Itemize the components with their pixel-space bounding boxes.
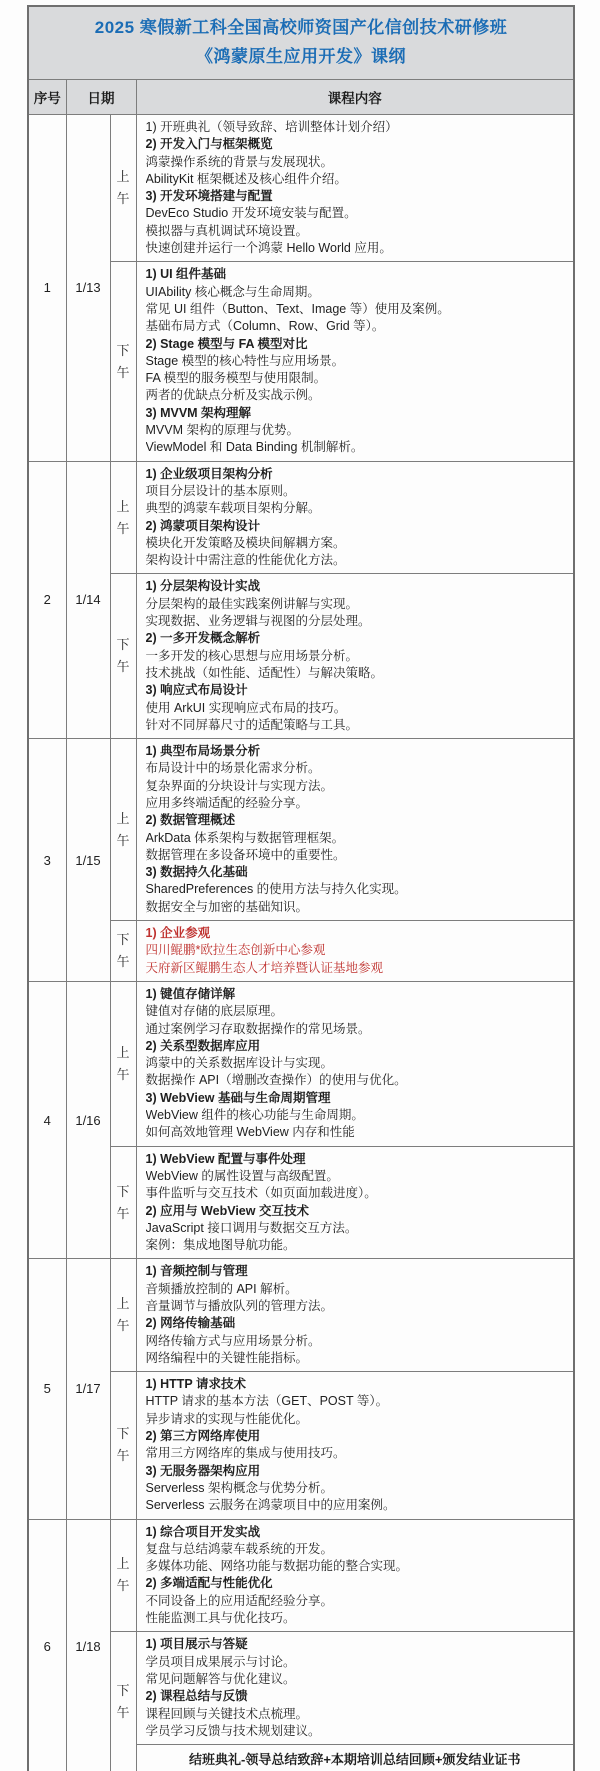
course-detail: 快速创建并运行一个鸿蒙 Hello World 应用。 xyxy=(145,241,392,256)
course-detail: MVVM 架构的原理与优势。 xyxy=(145,423,299,438)
course-detail: 网络编程中的关键性能指标。 xyxy=(145,1350,309,1365)
course-detail: 音频播放控制的 API 解析。 xyxy=(145,1281,298,1296)
column-header-row xyxy=(28,80,574,115)
course-detail: 模块化开发策略及模块间解耦方案。 xyxy=(145,535,346,550)
session-label-morning: 上 午 xyxy=(110,461,136,574)
course-detail: 音量调节与播放队列的管理方法。 xyxy=(145,1299,334,1313)
course-detail: 数据安全与加密的基础知识。 xyxy=(145,899,309,914)
course-detail: 网络传输方式与应用场景分析。 xyxy=(145,1333,321,1348)
day-5-morning-row xyxy=(28,1259,574,1372)
course-detail: 学员学习反馈与技术规划建议。 xyxy=(145,1723,321,1738)
session-content xyxy=(136,981,574,1146)
course-topic: 1) 典型布局场景分析 xyxy=(145,744,261,759)
session-label-afternoon: 下 午 xyxy=(110,574,136,739)
day-2-afternoon-row xyxy=(28,574,574,739)
course-detail: 键值对存储的底层原理。 xyxy=(145,1004,284,1019)
session-content xyxy=(136,921,574,982)
day-4-morning-row xyxy=(28,981,574,1146)
session-label-morning: 上 午 xyxy=(110,115,136,262)
course-topic: 1) UI 组件基础 xyxy=(145,267,227,282)
session-label-morning: 上 午 xyxy=(110,1519,136,1632)
day-date: 1/15 xyxy=(66,739,110,982)
course-detail: 性能监测工具与优化技巧。 xyxy=(145,1611,296,1626)
course-detail: 典型的鸿蒙车载项目架构分解。 xyxy=(145,501,321,516)
session-label-morning: 上 午 xyxy=(110,1259,136,1372)
session-content xyxy=(136,1259,574,1372)
col-header-content: 课程内容 xyxy=(136,80,574,115)
session-label-afternoon: 下 午 xyxy=(110,262,136,461)
course-detail: 鸿蒙中的关系数据库设计与实现。 xyxy=(145,1056,334,1071)
course-detail: 技术挑战（如性能、适配性）与解决策略。 xyxy=(145,665,384,680)
session-content xyxy=(136,115,574,262)
session-content xyxy=(136,262,574,461)
course-topic: 2) 课程总结与反馈 xyxy=(145,1689,248,1704)
session-label-afternoon: 下 午 xyxy=(110,1632,136,1771)
closing-ceremony-text: 结班典礼-领导总结致辞+本期培训总结回顾+颁发结业证书 xyxy=(136,1745,574,1771)
course-detail: 鸿蒙操作系统的背景与发展现状。 xyxy=(145,154,334,169)
course-detail: 模拟器与真机调试环境设置。 xyxy=(145,223,309,238)
course-topic: 1) 音频控制与管理 xyxy=(145,1264,248,1279)
course-detail: 架构设计中需注意的性能优化方法。 xyxy=(145,553,346,568)
course-detail: 常见问题解答与优化建议。 xyxy=(145,1671,296,1686)
day-1-afternoon-row xyxy=(28,262,574,461)
course-detail: 四川鲲鹏*欧拉生态创新中心参观 xyxy=(145,943,326,958)
course-detail: 常用三方网络库的集成与使用技巧。 xyxy=(145,1446,346,1461)
course-topic: 3) 开发环境搭建与配置 xyxy=(145,189,273,204)
course-detail: 复盘与总结鸿蒙车载系统的开发。 xyxy=(145,1541,334,1556)
course-topic: 2) 多端适配与性能优化 xyxy=(145,1576,273,1591)
course-detail: Serverless 云服务在鸿蒙项目中的应用案例。 xyxy=(145,1498,396,1513)
day-6-afternoon-row xyxy=(28,1632,574,1745)
course-detail: 分层架构的最佳实践案例讲解与实现。 xyxy=(145,596,359,611)
course-detail: 多媒体功能、网络功能与数据功能的整合实现。 xyxy=(145,1559,409,1574)
course-detail: AbilityKit 框架概述及核心组件介绍。 xyxy=(145,171,347,186)
course-detail: 如何高效地管理 WebView 内存和性能 xyxy=(145,1125,355,1140)
course-detail: ViewModel 和 Data Binding 机制解析。 xyxy=(145,440,364,455)
day-1-morning-row xyxy=(28,115,574,262)
course-topic: 1) WebView 配置与事件处理 xyxy=(145,1151,306,1166)
course-detail: 布局设计中的场景化需求分析。 xyxy=(145,761,321,776)
course-detail: DevEco Studio 开发环境安装与配置。 xyxy=(145,206,357,221)
course-detail: 学员项目成果展示与讨论。 xyxy=(145,1654,296,1669)
day-date: 1/16 xyxy=(66,981,110,1258)
session-content xyxy=(136,1632,574,1745)
syllabus-table xyxy=(27,5,575,1771)
course-detail: 实现数据、业务逻辑与视图的分层处理。 xyxy=(145,614,371,629)
col-header-date: 日期 xyxy=(66,80,136,115)
day-date: 1/18 xyxy=(66,1519,110,1771)
course-detail: 一多开发的核心思想与应用场景分析。 xyxy=(145,648,359,663)
course-topic: 3) WebView 基础与生命周期管理 xyxy=(145,1090,331,1105)
day-index: 3 xyxy=(28,739,66,982)
course-detail: 不同设备上的应用适配经验分享。 xyxy=(145,1593,334,1608)
course-detail: 案例：集成地图导航功能。 xyxy=(145,1238,296,1253)
session-content xyxy=(136,574,574,739)
course-detail: 复杂界面的分块设计与实现方法。 xyxy=(145,778,334,793)
session-content xyxy=(136,1372,574,1519)
course-topic: 2) 应用与 WebView 交互技术 xyxy=(145,1203,309,1218)
day-index: 2 xyxy=(28,461,66,738)
course-detail: FA 模型的服务模型与使用限制。 xyxy=(145,371,327,386)
course-topic: 2) 开发入门与框架概览 xyxy=(145,137,273,152)
course-detail: HTTP 请求的基本方法（GET、POST 等）。 xyxy=(145,1394,389,1409)
course-detail: Stage 模型的核心特性与应用场景。 xyxy=(145,353,345,368)
course-topic: 1) 综合项目开发实战 xyxy=(145,1524,261,1539)
course-topic: 2) Stage 模型与 FA 模型对比 xyxy=(145,336,308,351)
title-line-1: 2025 寒假新工科全国高校师资国产化信创技术研修班 xyxy=(94,18,508,37)
course-detail: 使用 ArkUI 实现响应式布局的技巧。 xyxy=(145,700,347,715)
course-detail: SharedPreferences 的使用方法与持久化实现。 xyxy=(145,882,407,897)
course-detail: 常见 UI 组件（Button、Text、Image 等）使用及案例。 xyxy=(145,301,450,316)
session-content xyxy=(136,739,574,921)
course-topic: 3) MVVM 架构理解 xyxy=(145,405,252,420)
day-date: 1/13 xyxy=(66,115,110,462)
session-label-morning: 上 午 xyxy=(110,981,136,1146)
day-index: 6 xyxy=(28,1519,66,1771)
day-date: 1/14 xyxy=(66,461,110,738)
session-content xyxy=(136,1146,574,1259)
course-detail: 数据操作 API（增删改查操作）的使用与优化。 xyxy=(145,1073,407,1088)
day-5-afternoon-row xyxy=(28,1372,574,1519)
course-detail: 基础布局方式（Column、Row、Grid 等）。 xyxy=(145,319,385,334)
course-detail: 1) 开班典礼（领导致辞、培训整体计划介绍） xyxy=(145,120,398,134)
course-detail: ArkData 体系架构与数据管理框架。 xyxy=(145,830,345,845)
course-detail: 天府新区鲲鹏生态人才培养暨认证基地参观 xyxy=(145,960,384,975)
course-topic: 3) 响应式布局设计 xyxy=(145,683,248,698)
session-content xyxy=(136,1519,574,1632)
course-detail: WebView 的属性设置与高级配置。 xyxy=(145,1168,339,1183)
day-date: 1/17 xyxy=(66,1259,110,1519)
course-detail: 数据管理在多设备环境中的重要性。 xyxy=(145,847,346,862)
session-label-afternoon: 下 午 xyxy=(110,921,136,982)
course-topic: 1) 键值存储详解 xyxy=(145,986,236,1001)
course-topic: 3) 数据持久化基础 xyxy=(145,865,248,880)
course-detail: 项目分层设计的基本原则。 xyxy=(145,483,296,498)
course-detail: JavaScript 接口调用与数据交互方法。 xyxy=(145,1220,358,1235)
session-content xyxy=(136,461,574,574)
day-3-afternoon-row xyxy=(28,921,574,982)
course-detail: 针对不同屏幕尺寸的适配策略与工具。 xyxy=(145,717,359,732)
course-topic: 1) 项目展示与答疑 xyxy=(145,1637,248,1652)
course-topic: 2) 网络传输基础 xyxy=(145,1316,236,1331)
day-3-morning-row xyxy=(28,739,574,921)
day-4-afternoon-row xyxy=(28,1146,574,1259)
day-index: 1 xyxy=(28,115,66,462)
course-detail: 两者的优缺点分析及实战示例。 xyxy=(145,388,321,403)
course-detail: 异步请求的实现与性能优化。 xyxy=(145,1411,309,1426)
session-label-afternoon: 下 午 xyxy=(110,1146,136,1259)
course-detail: Serverless 架构概念与优势分析。 xyxy=(145,1480,334,1495)
title-row xyxy=(28,6,574,80)
course-topic: 1) 分层架构设计实战 xyxy=(145,579,261,594)
course-detail: 应用多终端适配的经验分享。 xyxy=(145,795,309,810)
course-detail: UIAbility 核心概念与生命周期。 xyxy=(145,284,320,299)
session-label-morning: 上 午 xyxy=(110,739,136,921)
col-header-index: 序号 xyxy=(28,80,66,115)
course-topic: 2) 关系型数据库应用 xyxy=(145,1038,261,1053)
day-2-morning-row xyxy=(28,461,574,574)
title-line-2: 《鸿蒙原生应用开发》课纲 xyxy=(196,47,407,66)
course-topic: 2) 一多开发概念解析 xyxy=(145,631,261,646)
course-topic: 1) 企业级项目架构分析 xyxy=(145,466,273,481)
course-detail: 事件监听与交互技术（如页面加载进度）。 xyxy=(145,1186,377,1201)
course-topic: 3) 无服务器架构应用 xyxy=(145,1463,261,1478)
course-topic: 2) 第三方网络库使用 xyxy=(145,1429,261,1444)
course-topic: 1) 企业参观 xyxy=(145,926,211,941)
course-topic: 2) 鸿蒙项目架构设计 xyxy=(145,518,261,533)
course-detail: 课程回顾与关键技术点梳理。 xyxy=(145,1706,309,1721)
day-index: 5 xyxy=(28,1259,66,1519)
day-6-morning-row xyxy=(28,1519,574,1632)
document-title xyxy=(28,6,574,80)
session-label-afternoon: 下 午 xyxy=(110,1372,136,1519)
course-detail: 通过案例学习存取数据操作的常见场景。 xyxy=(145,1021,371,1036)
day-index: 4 xyxy=(28,981,66,1258)
course-topic: 1) HTTP 请求技术 xyxy=(145,1377,246,1392)
course-detail: WebView 组件的核心功能与生命周期。 xyxy=(145,1108,364,1123)
course-topic: 2) 数据管理概述 xyxy=(145,813,236,828)
